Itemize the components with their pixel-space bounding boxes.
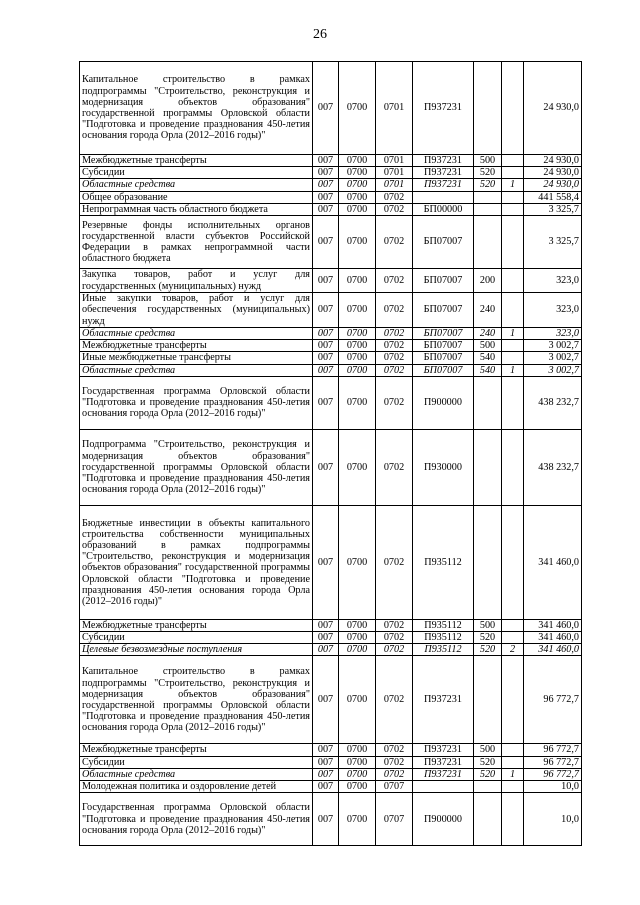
table-row	[80, 376, 582, 429]
expense-type-code: 520	[474, 644, 502, 656]
table-row	[80, 269, 582, 293]
table-row	[80, 364, 582, 376]
row-name: Межбюджетные трансферты	[80, 155, 313, 167]
subsection-code: 0702	[376, 632, 413, 644]
subsection-code: 0702	[376, 756, 413, 768]
target-article-code: П937231	[413, 656, 474, 744]
target-article-code: П937231	[413, 744, 474, 756]
row-amount: 96 772,7	[524, 656, 582, 744]
row-amount: 3 002,7	[524, 364, 582, 376]
admin-code: 007	[313, 429, 339, 505]
section-code: 0700	[339, 768, 376, 780]
section-code: 0700	[339, 293, 376, 328]
section-code: 0700	[339, 364, 376, 376]
row-name: Капитальное строительство в рамках подпрограммы "Строительство, реконструкция и модернизация объектов образования" государственной программы Орловской области "Подготовка и проведение празднования 450-летия основания города Орла (2012–2016 годы)"	[80, 62, 313, 155]
expense-type-code	[474, 62, 502, 155]
target-article-code: БП07007	[413, 328, 474, 340]
table-row	[80, 619, 582, 631]
funding-source-code: 1	[502, 364, 524, 376]
row-amount: 438 232,7	[524, 429, 582, 505]
table-row	[80, 179, 582, 191]
admin-code: 007	[313, 376, 339, 429]
row-amount: 341 460,0	[524, 632, 582, 644]
table-row	[80, 340, 582, 352]
row-amount: 24 930,0	[524, 179, 582, 191]
table-row	[80, 768, 582, 780]
expense-type-code: 500	[474, 619, 502, 631]
target-article-code: БП07007	[413, 364, 474, 376]
subsection-code: 0702	[376, 619, 413, 631]
admin-code: 007	[313, 328, 339, 340]
row-amount: 24 930,0	[524, 155, 582, 167]
funding-source-code: 1	[502, 179, 524, 191]
funding-source-code	[502, 155, 524, 167]
expense-type-code: 500	[474, 155, 502, 167]
row-name: Субсидии	[80, 756, 313, 768]
row-amount: 3 002,7	[524, 352, 582, 364]
table-row	[80, 744, 582, 756]
expense-type-code: 500	[474, 744, 502, 756]
subsection-code: 0702	[376, 376, 413, 429]
funding-source-code	[502, 352, 524, 364]
section-code: 0700	[339, 744, 376, 756]
subsection-code: 0702	[376, 269, 413, 293]
table-row	[80, 352, 582, 364]
table-row	[80, 191, 582, 203]
section-code: 0700	[339, 429, 376, 505]
target-article-code	[413, 781, 474, 793]
row-amount: 341 460,0	[524, 644, 582, 656]
row-amount: 438 232,7	[524, 376, 582, 429]
funding-source-code	[502, 429, 524, 505]
subsection-code: 0702	[376, 429, 413, 505]
subsection-code: 0701	[376, 179, 413, 191]
funding-source-code	[502, 632, 524, 644]
admin-code: 007	[313, 505, 339, 619]
row-name: Субсидии	[80, 167, 313, 179]
subsection-code: 0707	[376, 793, 413, 846]
funding-source-code	[502, 376, 524, 429]
row-name: Субсидии	[80, 632, 313, 644]
admin-code: 007	[313, 781, 339, 793]
row-amount: 3 325,7	[524, 216, 582, 269]
row-name: Областные средства	[80, 364, 313, 376]
expense-type-code	[474, 191, 502, 203]
section-code: 0700	[339, 352, 376, 364]
expense-type-code	[474, 216, 502, 269]
table-row	[80, 756, 582, 768]
section-code: 0700	[339, 632, 376, 644]
section-code: 0700	[339, 340, 376, 352]
funding-source-code	[502, 781, 524, 793]
target-article-code: П937231	[413, 167, 474, 179]
funding-source-code: 1	[502, 328, 524, 340]
subsection-code: 0701	[376, 167, 413, 179]
subsection-code: 0702	[376, 352, 413, 364]
subsection-code: 0702	[376, 191, 413, 203]
subsection-code: 0702	[376, 768, 413, 780]
admin-code: 007	[313, 619, 339, 631]
section-code: 0700	[339, 62, 376, 155]
section-code: 0700	[339, 793, 376, 846]
table-row	[80, 644, 582, 656]
expense-type-code	[474, 429, 502, 505]
row-name: Иные межбюджетные трансферты	[80, 352, 313, 364]
admin-code: 007	[313, 340, 339, 352]
row-amount: 341 460,0	[524, 619, 582, 631]
subsection-code: 0702	[376, 328, 413, 340]
expense-type-code	[474, 203, 502, 215]
row-name: Подпрограмма "Строительство, реконструкция и модернизация объектов образования" государственной программы Орловской области "Подготовка и проведение празднования 450-летия основания города Орла (2012–2016 годы)"	[80, 429, 313, 505]
subsection-code: 0702	[376, 644, 413, 656]
admin-code: 007	[313, 155, 339, 167]
table-row	[80, 62, 582, 155]
section-code: 0700	[339, 328, 376, 340]
admin-code: 007	[313, 293, 339, 328]
admin-code: 007	[313, 203, 339, 215]
section-code: 0700	[339, 505, 376, 619]
target-article-code	[413, 191, 474, 203]
target-article-code: П935112	[413, 505, 474, 619]
expense-type-code: 540	[474, 352, 502, 364]
row-amount: 10,0	[524, 781, 582, 793]
expense-type-code: 240	[474, 293, 502, 328]
row-amount: 3 325,7	[524, 203, 582, 215]
section-code: 0700	[339, 191, 376, 203]
target-article-code: П935112	[413, 632, 474, 644]
funding-source-code	[502, 203, 524, 215]
admin-code: 007	[313, 179, 339, 191]
target-article-code: П937231	[413, 155, 474, 167]
target-article-code: БП00000	[413, 203, 474, 215]
admin-code: 007	[313, 364, 339, 376]
row-name: Молодежная политика и оздоровление детей	[80, 781, 313, 793]
target-article-code: П900000	[413, 376, 474, 429]
row-name: Целевые безвозмездные поступления	[80, 644, 313, 656]
expense-type-code: 540	[474, 364, 502, 376]
target-article-code: БП07007	[413, 216, 474, 269]
subsection-code: 0702	[376, 293, 413, 328]
row-amount: 441 558,4	[524, 191, 582, 203]
row-amount: 323,0	[524, 293, 582, 328]
expense-type-code: 520	[474, 756, 502, 768]
section-code: 0700	[339, 203, 376, 215]
section-code: 0700	[339, 376, 376, 429]
funding-source-code	[502, 216, 524, 269]
row-name: Иные закупки товаров, работ и услуг для обеспечения государственных (муниципальных) нужд	[80, 293, 313, 328]
expense-type-code	[474, 793, 502, 846]
expense-type-code	[474, 656, 502, 744]
funding-source-code	[502, 293, 524, 328]
admin-code: 007	[313, 62, 339, 155]
table-row	[80, 155, 582, 167]
table-row	[80, 656, 582, 744]
expense-type-code: 500	[474, 340, 502, 352]
row-name: Областные средства	[80, 768, 313, 780]
subsection-code: 0702	[376, 744, 413, 756]
row-amount: 323,0	[524, 328, 582, 340]
expense-type-code: 520	[474, 632, 502, 644]
row-amount: 323,0	[524, 269, 582, 293]
target-article-code: П930000	[413, 429, 474, 505]
subsection-code: 0702	[376, 656, 413, 744]
budget-table	[79, 61, 582, 846]
funding-source-code	[502, 793, 524, 846]
subsection-code: 0702	[376, 364, 413, 376]
funding-source-code	[502, 62, 524, 155]
row-name: Государственная программа Орловской области "Подготовка и проведение празднования 450-летия основания города Орла (2012–2016 годы)"	[80, 376, 313, 429]
section-code: 0700	[339, 179, 376, 191]
table-row	[80, 203, 582, 215]
row-name: Межбюджетные трансферты	[80, 340, 313, 352]
section-code: 0700	[339, 781, 376, 793]
row-amount: 24 930,0	[524, 167, 582, 179]
admin-code: 007	[313, 744, 339, 756]
table-row	[80, 781, 582, 793]
table-row	[80, 632, 582, 644]
row-name: Непрограммная часть областного бюджета	[80, 203, 313, 215]
section-code: 0700	[339, 644, 376, 656]
section-code: 0700	[339, 216, 376, 269]
target-article-code: П937231	[413, 179, 474, 191]
target-article-code: БП07007	[413, 293, 474, 328]
row-name: Межбюджетные трансферты	[80, 744, 313, 756]
target-article-code: П937231	[413, 62, 474, 155]
admin-code: 007	[313, 644, 339, 656]
target-article-code: БП07007	[413, 269, 474, 293]
expense-type-code: 520	[474, 167, 502, 179]
subsection-code: 0707	[376, 781, 413, 793]
table-row	[80, 793, 582, 846]
row-amount: 96 772,7	[524, 768, 582, 780]
admin-code: 007	[313, 191, 339, 203]
target-article-code: БП07007	[413, 340, 474, 352]
section-code: 0700	[339, 656, 376, 744]
expense-type-code	[474, 781, 502, 793]
row-name: Бюджетные инвестиции в объекты капитального строительства собственности муниципальных образований в рамках подпрограммы "Строительство, реконструкция и модернизация объектов образования" государственной программы Орловской области "Подготовка и проведение празднования 450-летия основания города Орла (2012–2016 годы)"	[80, 505, 313, 619]
expense-type-code: 520	[474, 179, 502, 191]
row-amount: 96 772,7	[524, 756, 582, 768]
target-article-code: П935112	[413, 644, 474, 656]
section-code: 0700	[339, 167, 376, 179]
admin-code: 007	[313, 269, 339, 293]
page-number: 26	[313, 27, 327, 42]
subsection-code: 0701	[376, 155, 413, 167]
admin-code: 007	[313, 632, 339, 644]
admin-code: 007	[313, 216, 339, 269]
funding-source-code	[502, 619, 524, 631]
section-code: 0700	[339, 155, 376, 167]
subsection-code: 0702	[376, 505, 413, 619]
expense-type-code: 200	[474, 269, 502, 293]
row-name: Капитальное строительство в рамках подпрограммы "Строительство, реконструкция и модернизация объектов образования" государственной программы Орловской области "Подготовка и проведение празднования 450-летия основания города Орла (2012–2016 годы)"	[80, 656, 313, 744]
subsection-code: 0701	[376, 62, 413, 155]
subsection-code: 0702	[376, 216, 413, 269]
table-row	[80, 167, 582, 179]
row-name: Областные средства	[80, 179, 313, 191]
table-row	[80, 505, 582, 619]
row-amount: 3 002,7	[524, 340, 582, 352]
admin-code: 007	[313, 768, 339, 780]
target-article-code: П937231	[413, 768, 474, 780]
target-article-code: П935112	[413, 619, 474, 631]
expense-type-code	[474, 376, 502, 429]
row-amount: 24 930,0	[524, 62, 582, 155]
admin-code: 007	[313, 656, 339, 744]
expense-type-code	[474, 505, 502, 619]
section-code: 0700	[339, 269, 376, 293]
funding-source-code	[502, 744, 524, 756]
target-article-code: П900000	[413, 793, 474, 846]
admin-code: 007	[313, 352, 339, 364]
section-code: 0700	[339, 756, 376, 768]
row-name: Резервные фонды исполнительных органов государственной власти субъектов Российской Федерации в рамках непрограммной части областного бюджета	[80, 216, 313, 269]
table-row	[80, 293, 582, 328]
expense-type-code: 240	[474, 328, 502, 340]
admin-code: 007	[313, 756, 339, 768]
funding-source-code	[502, 656, 524, 744]
row-amount: 96 772,7	[524, 744, 582, 756]
funding-source-code: 1	[502, 768, 524, 780]
row-amount: 341 460,0	[524, 505, 582, 619]
funding-source-code	[502, 505, 524, 619]
row-amount: 10,0	[524, 793, 582, 846]
subsection-code: 0702	[376, 203, 413, 215]
row-name: Закупка товаров, работ и услуг для государственных (муниципальных) нужд	[80, 269, 313, 293]
section-code: 0700	[339, 619, 376, 631]
funding-source-code	[502, 269, 524, 293]
expense-type-code: 520	[474, 768, 502, 780]
admin-code: 007	[313, 167, 339, 179]
row-name: Межбюджетные трансферты	[80, 619, 313, 631]
subsection-code: 0702	[376, 340, 413, 352]
table-row	[80, 216, 582, 269]
funding-source-code: 2	[502, 644, 524, 656]
row-name: Государственная программа Орловской области "Подготовка и проведение празднования 450-летия основания города Орла (2012–2016 годы)"	[80, 793, 313, 846]
funding-source-code	[502, 191, 524, 203]
funding-source-code	[502, 340, 524, 352]
funding-source-code	[502, 756, 524, 768]
table-row	[80, 328, 582, 340]
row-name: Областные средства	[80, 328, 313, 340]
row-name: Общее образование	[80, 191, 313, 203]
target-article-code: П937231	[413, 756, 474, 768]
table-row	[80, 429, 582, 505]
target-article-code: БП07007	[413, 352, 474, 364]
admin-code: 007	[313, 793, 339, 846]
funding-source-code	[502, 167, 524, 179]
